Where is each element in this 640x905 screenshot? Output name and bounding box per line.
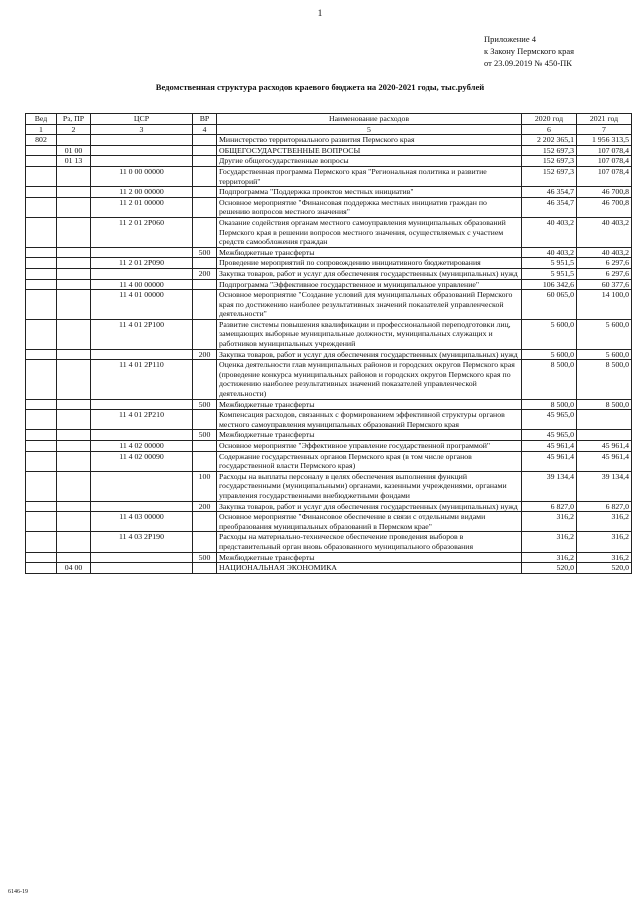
cell-vr [193,290,217,320]
cell-rz-pr [57,501,91,512]
cell-vr [193,145,217,156]
cell-vr [193,532,217,552]
table-row [26,430,632,441]
cell-2020: 60 065,0 [522,290,577,320]
table-row [26,166,632,186]
cell-csr: 11 4 01 2Р210 [91,410,193,430]
cell-name: Проведение мероприятий по сопровождению инициативного бюджетирования [217,258,522,269]
cell-name: Развитие системы повышения квалификации и профессиональной переподготовки лиц, замещающих выборные муниципальные должности, муниципальных служащих и работников муниципальных учреждений [217,319,522,349]
cell-csr: 11 2 01 2Р090 [91,258,193,269]
cell-ved [26,441,57,452]
cell-ved [26,471,57,501]
cell-csr [91,135,193,146]
cell-2020: 152 697,3 [522,156,577,167]
column-number: 2 [57,124,91,135]
cell-ved [26,552,57,563]
cell-ved [26,360,57,399]
cell-ved [26,349,57,360]
header-2021: 2021 год [577,114,632,125]
cell-rz-pr [57,532,91,552]
cell-ved [26,258,57,269]
table-row [26,247,632,258]
cell-name: ОБЩЕГОСУДАРСТВЕННЫЕ ВОПРОСЫ [217,145,522,156]
cell-vr: 500 [193,399,217,410]
cell-vr [193,217,217,247]
cell-ved [26,512,57,532]
cell-rz-pr [57,258,91,269]
table-body [26,135,632,574]
header-csr: ЦСР [91,114,193,125]
cell-2021: 6 297,6 [577,268,632,279]
cell-vr: 500 [193,552,217,563]
cell-2021: 14 100,0 [577,290,632,320]
cell-ved [26,399,57,410]
cell-ved [26,187,57,198]
table-row [26,145,632,156]
cell-2020: 5 951,5 [522,258,577,269]
cell-csr: 11 4 02 00090 [91,451,193,471]
table-row [26,532,632,552]
cell-ved [26,410,57,430]
cell-2020: 316,2 [522,512,577,532]
cell-vr [193,563,217,574]
column-number: 5 [217,124,522,135]
cell-rz-pr [57,319,91,349]
cell-ved [26,430,57,441]
cell-ved: 802 [26,135,57,146]
appendix-line: к Закону Пермского края [484,46,575,56]
table-row [26,258,632,269]
cell-2021: 107 078,4 [577,156,632,167]
cell-name: Межбюджетные трансферты [217,399,522,410]
cell-name: Межбюджетные трансферты [217,430,522,441]
cell-ved [26,145,57,156]
cell-2021: 45 961,4 [577,451,632,471]
cell-csr [91,471,193,501]
cell-csr: 11 4 02 00000 [91,441,193,452]
cell-2021: 8 500,0 [577,399,632,410]
cell-name: Оценка деятельности глав муниципальных районов и городских округов Пермского края (проведение конкурса муниципальных районов и городских округов Пермского края по достижению наиболее результативных значений показателей управленческой деятельности) [217,360,522,399]
cell-2020: 8 500,0 [522,360,577,399]
table-header-row [26,114,632,125]
cell-csr: 11 2 00 00000 [91,187,193,198]
cell-vr [193,512,217,532]
cell-2020: 316,2 [522,552,577,563]
cell-vr [193,156,217,167]
cell-csr: 11 0 00 00000 [91,166,193,186]
cell-2020: 152 697,3 [522,145,577,156]
cell-ved [26,156,57,167]
cell-ved [26,279,57,290]
cell-csr [91,156,193,167]
cell-vr [193,197,217,217]
cell-name: Расходы на материально-техническое обеспечение проведения выборов в представительный орган вновь образованного муниципального образования [217,532,522,552]
cell-rz-pr [57,360,91,399]
table-row [26,197,632,217]
cell-vr: 200 [193,268,217,279]
cell-name: Основное мероприятие "Эффективное управление государственной программой" [217,441,522,452]
cell-2021 [577,410,632,430]
cell-ved [26,290,57,320]
cell-vr [193,279,217,290]
cell-rz-pr [57,471,91,501]
column-number: 3 [91,124,193,135]
table-row [26,360,632,399]
cell-name: Другие общегосударственные вопросы [217,156,522,167]
cell-rz-pr [57,268,91,279]
cell-2020: 40 403,2 [522,247,577,258]
cell-rz-pr: 01 00 [57,145,91,156]
cell-ved [26,451,57,471]
table-row [26,451,632,471]
cell-rz-pr [57,197,91,217]
cell-2021: 8 500,0 [577,360,632,399]
cell-rz-pr: 01 13 [57,156,91,167]
cell-2020: 5 600,0 [522,319,577,349]
cell-rz-pr [57,399,91,410]
cell-name: НАЦИОНАЛЬНАЯ ЭКОНОМИКА [217,563,522,574]
table-row [26,563,632,574]
cell-2021: 45 961,4 [577,441,632,452]
cell-name: Подпрограмма "Эффективное государственное и муниципальное управление" [217,279,522,290]
cell-2021: 39 134,4 [577,471,632,501]
cell-vr: 200 [193,501,217,512]
cell-2021: 1 956 313,5 [577,135,632,146]
cell-name: Основное мероприятие "Финансовая поддержка местных инициатив граждан по решению вопросов местного значения" [217,197,522,217]
table-row [26,512,632,532]
cell-csr: 11 2 01 2Р060 [91,217,193,247]
cell-2021: 60 377,6 [577,279,632,290]
header-2020: 2020 год [522,114,577,125]
cell-rz-pr: 04 00 [57,563,91,574]
cell-rz-pr [57,441,91,452]
cell-ved [26,268,57,279]
cell-vr: 500 [193,430,217,441]
appendix-line: Приложение 4 [484,34,536,44]
cell-csr [91,349,193,360]
header-name: Наименование расходов [217,114,522,125]
cell-2020: 45 961,4 [522,441,577,452]
cell-rz-pr [57,410,91,430]
column-number: 7 [577,124,632,135]
header-ved: Вед [26,114,57,125]
cell-csr [91,563,193,574]
cell-2020: 46 354,7 [522,187,577,198]
cell-name: Содержание государственных органов Пермского края (в том числе органов государственной власти Пермского края) [217,451,522,471]
cell-2021: 316,2 [577,552,632,563]
cell-name: Расходы на выплаты персоналу в целях обеспечения выполнения функций государственными (муниципальными) органами, казенными учреждениями, органами управления государственными внебюджетными фондами [217,471,522,501]
cell-vr [193,441,217,452]
cell-2021: 107 078,4 [577,166,632,186]
cell-ved [26,217,57,247]
cell-csr: 11 4 01 2Р100 [91,319,193,349]
cell-2020: 45 965,0 [522,410,577,430]
cell-rz-pr [57,290,91,320]
cell-ved [26,197,57,217]
cell-2020: 152 697,3 [522,166,577,186]
cell-2020: 2 202 365,1 [522,135,577,146]
table-row [26,552,632,563]
cell-2021 [577,430,632,441]
column-number: 4 [193,124,217,135]
appendix-line: от 23.09.2019 № 450-ПК [484,58,572,68]
cell-vr [193,166,217,186]
cell-csr [91,501,193,512]
cell-csr: 11 4 03 00000 [91,512,193,532]
cell-name: Министерство территориального развития Пермского края [217,135,522,146]
cell-2021: 46 700,8 [577,187,632,198]
cell-rz-pr [57,166,91,186]
table-row [26,135,632,146]
cell-2021: 107 078,4 [577,145,632,156]
cell-vr [193,360,217,399]
cell-csr [91,430,193,441]
table-row [26,319,632,349]
cell-2021: 5 600,0 [577,349,632,360]
cell-csr [91,552,193,563]
cell-ved [26,247,57,258]
cell-2020: 520,0 [522,563,577,574]
table-row [26,471,632,501]
cell-2020: 5 951,5 [522,268,577,279]
cell-rz-pr [57,451,91,471]
cell-2020: 5 600,0 [522,349,577,360]
cell-rz-pr [57,247,91,258]
table-row [26,187,632,198]
cell-rz-pr [57,187,91,198]
column-number: 1 [26,124,57,135]
cell-name: Государственная программа Пермского края "Региональная политика и развитие территорий" [217,166,522,186]
cell-csr: 11 4 01 2Р110 [91,360,193,399]
table-column-numbers-row [26,124,632,135]
cell-rz-pr [57,135,91,146]
appendix-note [484,33,574,69]
page-number: 1 [317,9,323,19]
cell-vr [193,319,217,349]
cell-vr: 500 [193,247,217,258]
cell-2020: 316,2 [522,532,577,552]
header-vr: ВР [193,114,217,125]
cell-2021: 5 600,0 [577,319,632,349]
cell-ved [26,501,57,512]
cell-name: Закупка товаров, работ и услуг для обеспечения государственных (муниципальных) нужд [217,501,522,512]
cell-2021: 46 700,8 [577,197,632,217]
cell-2021: 316,2 [577,512,632,532]
cell-rz-pr [57,512,91,532]
cell-2021: 40 403,2 [577,247,632,258]
table-row [26,268,632,279]
cell-csr: 11 4 03 2Р190 [91,532,193,552]
cell-name: Закупка товаров, работ и услуг для обеспечения государственных (муниципальных) нужд [217,268,522,279]
footer-code: 6146-19 [8,889,28,895]
cell-name: Основное мероприятие "Финансовое обеспечение в связи с отдельными видами преобразования муниципальных образований в Пермском крае" [217,512,522,532]
cell-name: Закупка товаров, работ и услуг для обеспечения государственных (муниципальных) нужд [217,349,522,360]
cell-csr [91,268,193,279]
cell-2020: 46 354,7 [522,197,577,217]
cell-name: Компенсация расходов, связанных с формированием эффективной структуры органов местного самоуправления муниципальных образований Пермского края [217,410,522,430]
cell-csr [91,399,193,410]
cell-csr: 11 4 01 00000 [91,290,193,320]
column-number: 6 [522,124,577,135]
table-row [26,410,632,430]
table-row [26,441,632,452]
table-row [26,349,632,360]
cell-name: Оказание содействия органам местного самоуправления муниципальных образований Пермского края в решении вопросов местного значения, осуществляемых с участием средств самообложения граждан [217,217,522,247]
cell-ved [26,532,57,552]
cell-name: Подпрограмма "Поддержка проектов местных инициатив" [217,187,522,198]
cell-rz-pr [57,430,91,441]
cell-2021: 40 403,2 [577,217,632,247]
cell-csr [91,247,193,258]
header-rz: Рз, ПР [57,114,91,125]
cell-2021: 6 827,0 [577,501,632,512]
cell-name: Межбюджетные трансферты [217,552,522,563]
document-title: Ведомственная структура расходов краевого бюджета на 2020-2021 годы, тыс.рублей [155,82,485,92]
cell-2021: 6 297,6 [577,258,632,269]
cell-vr [193,410,217,430]
table-row [26,501,632,512]
cell-ved [26,166,57,186]
cell-rz-pr [57,279,91,290]
cell-rz-pr [57,217,91,247]
cell-rz-pr [57,552,91,563]
table-row [26,156,632,167]
table-row [26,399,632,410]
cell-2021: 520,0 [577,563,632,574]
cell-name: Межбюджетные трансферты [217,247,522,258]
budget-table [25,113,632,574]
cell-csr: 11 4 00 00000 [91,279,193,290]
cell-vr [193,135,217,146]
cell-name: Основное мероприятие "Создание условий для муниципальных образований Пермского края по достижению наиболее результативных значений показателей управленческой деятельности" [217,290,522,320]
cell-vr: 200 [193,349,217,360]
cell-2021: 316,2 [577,532,632,552]
cell-rz-pr [57,349,91,360]
cell-vr [193,187,217,198]
cell-2020: 106 342,6 [522,279,577,290]
table-row [26,217,632,247]
cell-vr [193,451,217,471]
cell-ved [26,563,57,574]
cell-2020: 40 403,2 [522,217,577,247]
cell-2020: 45 965,0 [522,430,577,441]
table-row [26,279,632,290]
cell-2020: 6 827,0 [522,501,577,512]
cell-ved [26,319,57,349]
cell-csr [91,145,193,156]
cell-vr: 100 [193,471,217,501]
cell-2020: 8 500,0 [522,399,577,410]
table-row [26,290,632,320]
cell-vr [193,258,217,269]
cell-2020: 45 961,4 [522,451,577,471]
cell-csr: 11 2 01 00000 [91,197,193,217]
cell-2020: 39 134,4 [522,471,577,501]
